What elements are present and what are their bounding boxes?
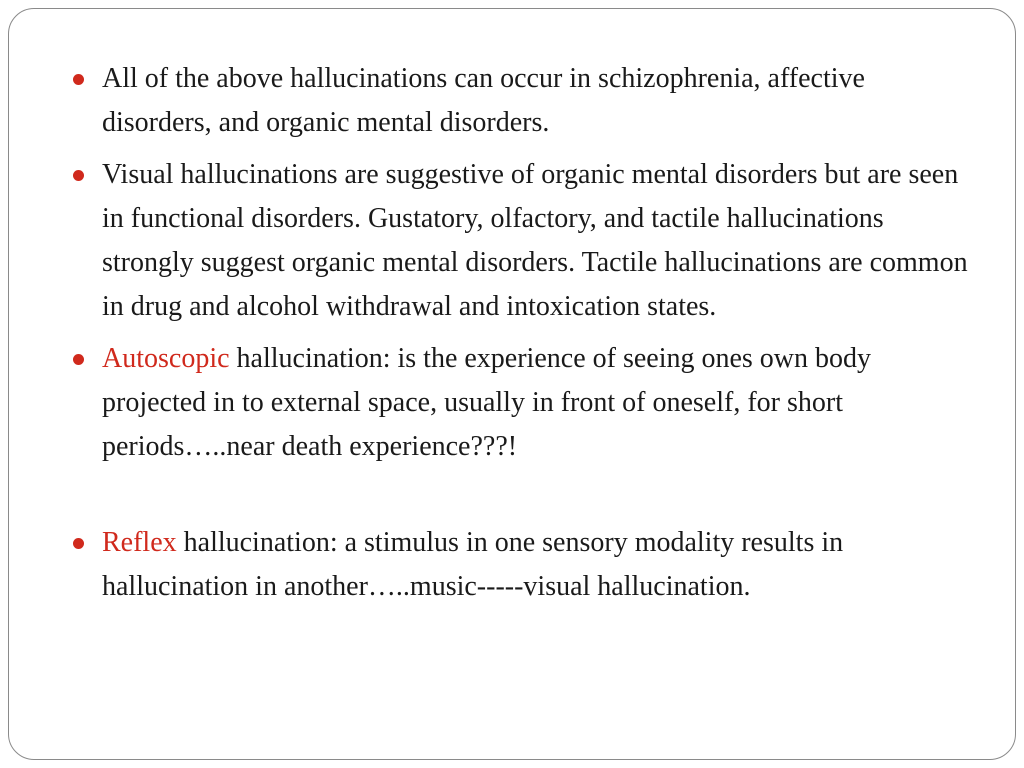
bullet-text: hallucination: a stimulus in one sensory modality results in hallucination in another…..music-----visual hallucination. — [102, 527, 844, 602]
bullet-item — [73, 57, 973, 145]
highlighted-term: Reflex — [102, 527, 177, 558]
bullet-dot-icon — [73, 354, 84, 365]
bullet-dot-icon — [73, 170, 84, 181]
slide — [8, 8, 1016, 760]
bullet-text: All of the above hallucinations can occur in schizophrenia, affective disorders, and organic mental disorders. — [102, 63, 865, 138]
bullet-item — [73, 153, 973, 329]
bullet-dot-icon — [73, 538, 84, 549]
bullet-item — [73, 521, 973, 609]
bullet-text: Visual hallucinations are suggestive of organic mental disorders but are seen in functional disorders. Gustatory, olfactory, and tactile hallucinations strongly suggest organic mental disorders. Tactile hallucinations are common in drug and alcohol withdrawal and intoxication states. — [102, 159, 968, 322]
bullet-text: hallucination: is the experience of seeing ones own body projected in to external space, usually in front of oneself, for short periods…..near death experience???! — [102, 343, 872, 462]
bullet-item — [73, 337, 973, 469]
bullet-list — [73, 57, 973, 617]
highlighted-term: Autoscopic — [102, 343, 230, 374]
bullet-dot-icon — [73, 74, 84, 85]
